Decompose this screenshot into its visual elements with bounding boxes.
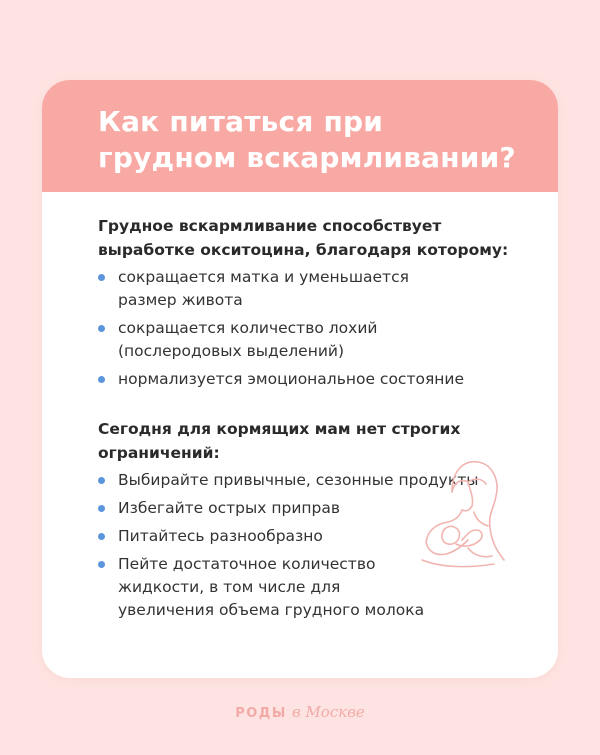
list-item: [98, 266, 528, 312]
item-line: жидкости, в том числе для: [118, 578, 341, 596]
item-line: Пейте достаточное количество: [118, 555, 376, 573]
heading-line: выработке окситоцина, благодаря которому:: [98, 241, 509, 259]
item-line: размер живота: [118, 291, 243, 309]
item-line: нормализуется эмоциональное состояние: [118, 370, 465, 388]
list-item: [98, 368, 528, 391]
breastfeeding-mother-icon: [412, 452, 508, 574]
page-title: [98, 104, 558, 176]
item-line: Питайтесь разнообразно: [118, 527, 323, 545]
bullet-icon: [98, 376, 105, 383]
bullet-icon: [98, 477, 105, 484]
benefits-list: [98, 266, 528, 391]
card-header: [42, 80, 558, 192]
bullet-icon: [98, 274, 105, 281]
item-line: Выбирайте привычные, сезонные продукты: [118, 471, 479, 489]
item-line: сокращается матка и уменьшается: [118, 268, 409, 286]
footer-logo: [0, 703, 600, 721]
logo-script: в Москве: [291, 703, 365, 721]
heading-line: Сегодня для кормящих мам нет строгих: [98, 420, 461, 438]
section-heading: [98, 214, 528, 262]
title-line: грудном вскармливании?: [98, 141, 516, 174]
oxytocin-section: [98, 214, 528, 391]
item-line: сокращается количество лохий: [118, 319, 378, 337]
bullet-icon: [98, 533, 105, 540]
logo-text: РОДЫ: [235, 706, 287, 721]
bullet-icon: [98, 561, 105, 568]
info-card: [42, 80, 558, 678]
title-line: Как питаться при: [98, 105, 384, 138]
bullet-icon: [98, 325, 105, 332]
heading-line: ограничений:: [98, 444, 220, 462]
item-line: увеличения объема грудного молока: [118, 601, 425, 619]
list-item: [98, 317, 528, 363]
bullet-icon: [98, 505, 105, 512]
item-line: (послеродовых выделений): [118, 342, 345, 360]
item-line: Избегайте острых приправ: [118, 499, 341, 517]
heading-line: Грудное вскармливание способствует: [98, 217, 442, 235]
